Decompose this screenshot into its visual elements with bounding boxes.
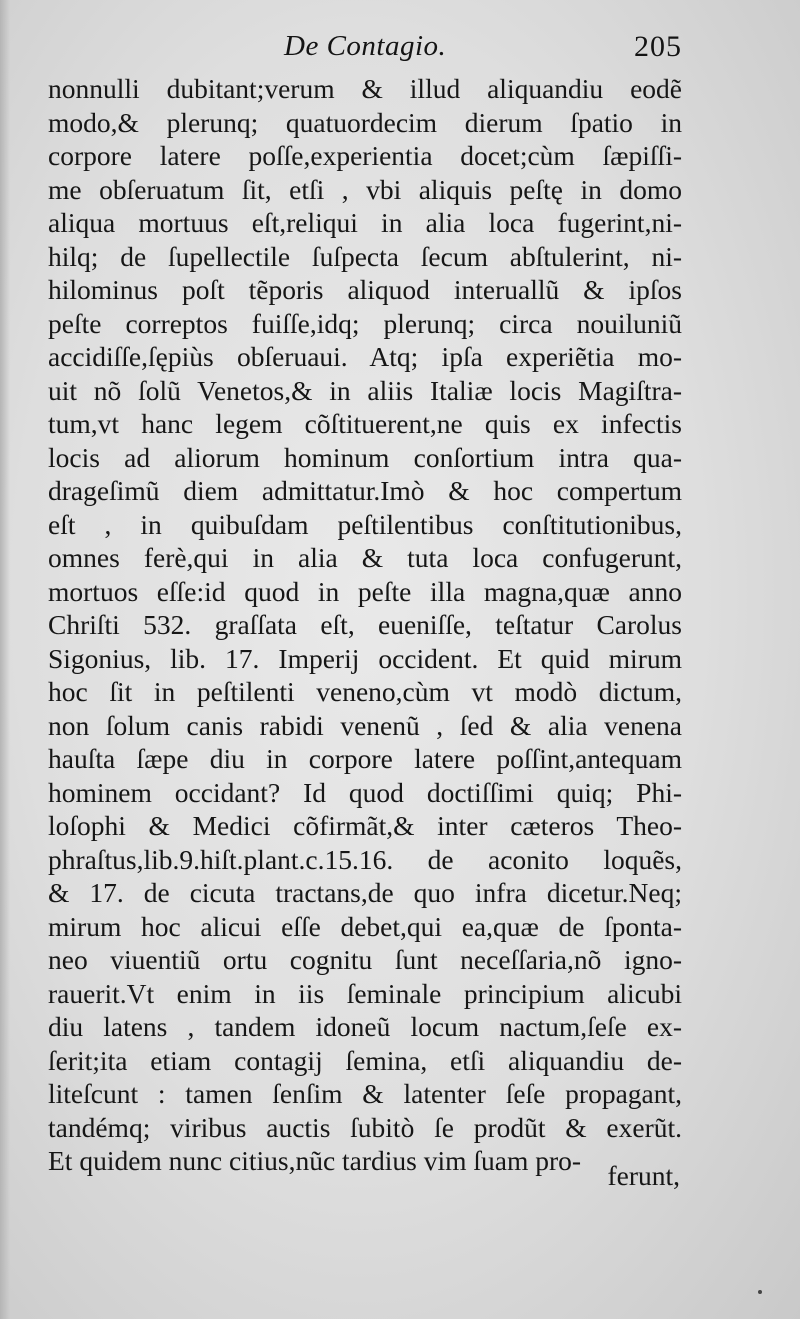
text-line: Chriſti 532. graſſata eſt, eueniſſe, teſtatur Carolus xyxy=(48,609,682,640)
text-line: omnes ferè,qui in alia & tuta loca confugerunt, xyxy=(48,542,682,573)
text-line: drageſimũ diem admittatur.Imò & hoc compertum xyxy=(48,475,682,506)
text-line: modo,& plerunq; quatuordecim dierum ſpatio in xyxy=(48,106,682,138)
running-head xyxy=(48,30,682,70)
text-line: neo viuentiũ ortu cognitu ſunt neceſſaria,nõ igno- xyxy=(48,944,682,975)
text-line: hilq; de ſupellectile ſuſpecta ſecum abſtulerint, ni- xyxy=(48,240,682,272)
text-line: loſophi & Medici cõfirmãt,& inter cæteros Theo- xyxy=(48,810,682,841)
text-line: ſerit;ita etiam contagij ſemina, etſi aliquandiu de- xyxy=(48,1044,682,1076)
text-line: me obſeruatum ſit, etſi , vbi aliquis peſtę in domo xyxy=(48,173,682,205)
text-line: hoc ſit in peſtilenti veneno,cùm vt modò dictum, xyxy=(48,676,682,707)
text-line: hauſta ſæpe diu in corpore latere poſſint,antequam xyxy=(48,743,682,774)
text-line: locis ad aliorum hominum conſortium intra qua- xyxy=(48,441,682,473)
text-line: corpore latere poſſe,experientia docet;cùm ſæpiſſi- xyxy=(48,140,682,171)
text-line: phraſtus,lib.9.hiſt.plant.c.15.16. de aconito loquẽs, xyxy=(48,843,682,875)
page-number: 205 xyxy=(634,30,682,63)
page-gutter-shadow xyxy=(0,0,10,1319)
text-line: accidiſſe,ſępiùs obſeruaui. Atq; ipſa experiẽtia mo- xyxy=(48,341,682,372)
text-line: Et quidem nunc citius,nũc tardius vim ſuam pro- xyxy=(48,1145,582,1176)
text-line: eſt , in quibuſdam peſtilentibus conſtitutionibus, xyxy=(48,508,682,540)
text-line: & 17. de cicuta tractans,de quo infra dicetur.Neq; xyxy=(48,877,682,908)
text-line: hilominus poſt tẽporis aliquod interuallũ & ipſos xyxy=(48,274,682,305)
body-text xyxy=(48,72,682,1178)
text-line: rauerit.Vt enim in iis ſeminale principium alicubi xyxy=(48,977,682,1009)
text-line: non ſolum canis rabidi venenũ , ſed & alia venena xyxy=(48,709,682,741)
text-line: tandémq; viribus auctis ſubitò ſe prodũt & exerũt. xyxy=(48,1111,682,1143)
ink-speck xyxy=(758,1290,762,1294)
text-line: liteſcunt : tamen ſenſim & latenter ſeſe propagant, xyxy=(48,1078,682,1109)
text-line: diu latens , tandem idoneũ locum nactum,ſeſe ex- xyxy=(48,1011,682,1042)
text-line: mortuos eſſe:id quod in peſte illa magna,quæ anno xyxy=(48,575,682,607)
text-line: aliqua mortuus eſt,reliqui in alia loca fugerint,ni- xyxy=(48,207,682,238)
text-line: nonnulli dubitant;verum & illud aliquandiu eodẽ xyxy=(48,73,682,104)
text-line: Sigonius, lib. 17. Imperij occident. Et quid mirum xyxy=(48,642,682,674)
text-line: hominem occidant? Id quod doctiſſimi quiq; Phi- xyxy=(48,776,682,808)
text-line: uit nõ ſolũ Venetos,& in aliis Italiæ locis Magiſtra- xyxy=(48,374,682,406)
catchword: ferunt, xyxy=(607,1160,680,1191)
running-head-title: De Contagio. xyxy=(284,30,447,62)
text-line: mirum hoc alicui eſſe debet,qui ea,quæ de ſponta- xyxy=(48,910,682,942)
text-line: tum,vt hanc legem cõſtituerent,ne quis ex infectis xyxy=(48,408,682,439)
text-line: peſte correptos fuiſſe,idq; plerunq; circa nouiluniũ xyxy=(48,307,682,339)
